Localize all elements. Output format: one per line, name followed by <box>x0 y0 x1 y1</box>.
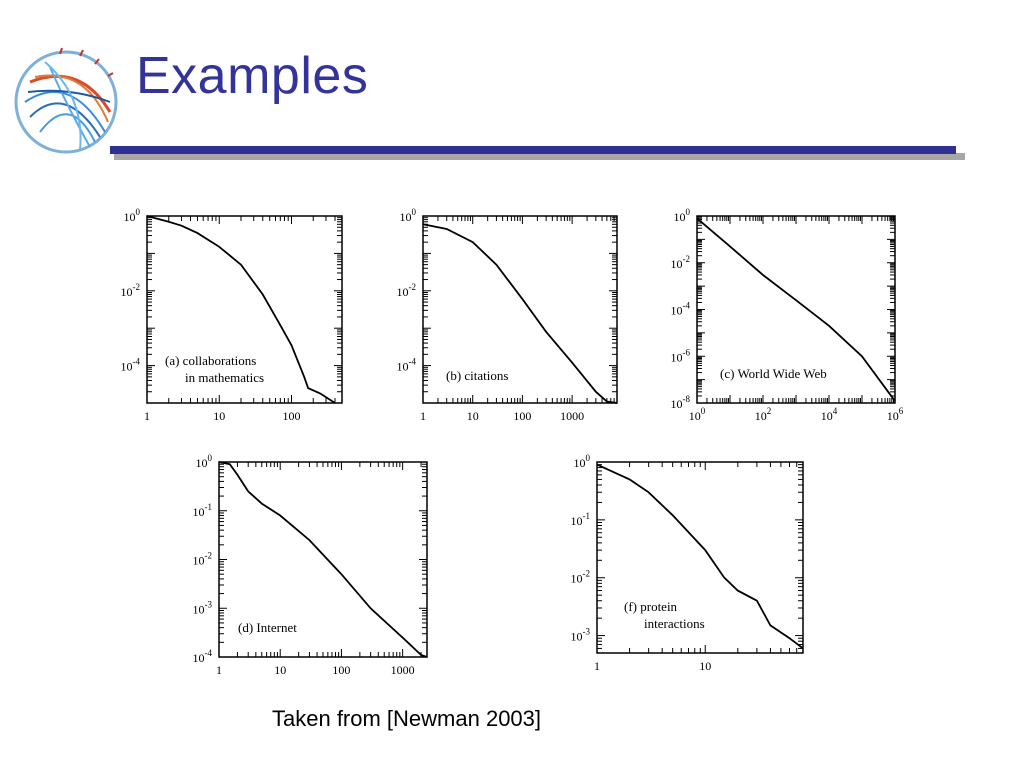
y-tick-label: $10^{-4}$ <box>192 648 212 665</box>
y-tick-label: $10^0$ <box>673 207 690 224</box>
x-tick-label: $10^2$ <box>754 406 772 423</box>
panel-label: (d) Internet <box>238 620 297 635</box>
y-tick-label: $10^0$ <box>399 207 416 224</box>
x-tick-label: $10^0$ <box>688 406 706 423</box>
x-tick-label: 1 <box>216 663 222 677</box>
x-tick-label: 1000 <box>560 409 585 423</box>
panel-label: in mathematics <box>185 370 265 385</box>
chart-panel-5 <box>571 453 804 673</box>
chart-panel-3 <box>671 207 904 423</box>
x-tick-label: 100 <box>282 409 301 423</box>
caption: Taken from [Newman 2003] <box>272 706 542 731</box>
x-tick-label: 1 <box>420 409 426 423</box>
y-tick-label: $10^0$ <box>195 453 212 470</box>
x-tick-label: 10 <box>466 409 479 423</box>
y-tick-label: $10^0$ <box>573 453 590 470</box>
x-tick-label: 10 <box>213 409 226 423</box>
y-tick-label: $10^{-2}$ <box>192 550 212 568</box>
panel-label: (a) collaborations <box>165 353 257 368</box>
y-tick-label: $10^{-1}$ <box>570 510 590 528</box>
chart-panel-2 <box>397 207 618 423</box>
x-tick-label: 1 <box>144 409 150 423</box>
y-tick-label: $10^{-2}$ <box>396 281 416 299</box>
panel-label: (c) World Wide Web <box>720 366 827 381</box>
x-tick-label: 100 <box>513 409 532 423</box>
chart-panel-1 <box>121 207 343 423</box>
y-tick-label: $10^{-1}$ <box>192 501 212 519</box>
y-tick-label: $10^{-6}$ <box>670 347 690 365</box>
panel-label: interactions <box>644 616 705 631</box>
y-tick-label: $10^{-2}$ <box>570 568 590 586</box>
slide-title: Examples <box>136 47 369 105</box>
y-tick-label: $10^{-8}$ <box>670 394 690 411</box>
x-tick-label: 10 <box>699 659 712 673</box>
y-tick-label: $10^0$ <box>123 207 140 224</box>
y-tick-label: $10^{-2}$ <box>670 253 690 271</box>
x-tick-label: 1000 <box>390 663 415 677</box>
y-tick-label: $10^{-3}$ <box>570 626 590 644</box>
x-tick-label: $10^4$ <box>820 406 838 423</box>
y-tick-label: $10^{-4}$ <box>120 356 140 374</box>
panel-label: (f) protein <box>624 599 678 614</box>
panel-label: (b) citations <box>446 368 509 383</box>
x-tick-label: 100 <box>332 663 351 677</box>
x-tick-label: $10^6$ <box>886 406 904 423</box>
x-tick-label: 1 <box>594 659 600 673</box>
y-tick-label: $10^{-4}$ <box>396 356 416 374</box>
y-tick-label: $10^{-4}$ <box>670 300 690 318</box>
x-tick-label: 10 <box>274 663 287 677</box>
chart-panel-4 <box>193 453 428 677</box>
y-tick-label: $10^{-3}$ <box>192 599 212 617</box>
y-tick-label: $10^{-2}$ <box>120 281 140 299</box>
